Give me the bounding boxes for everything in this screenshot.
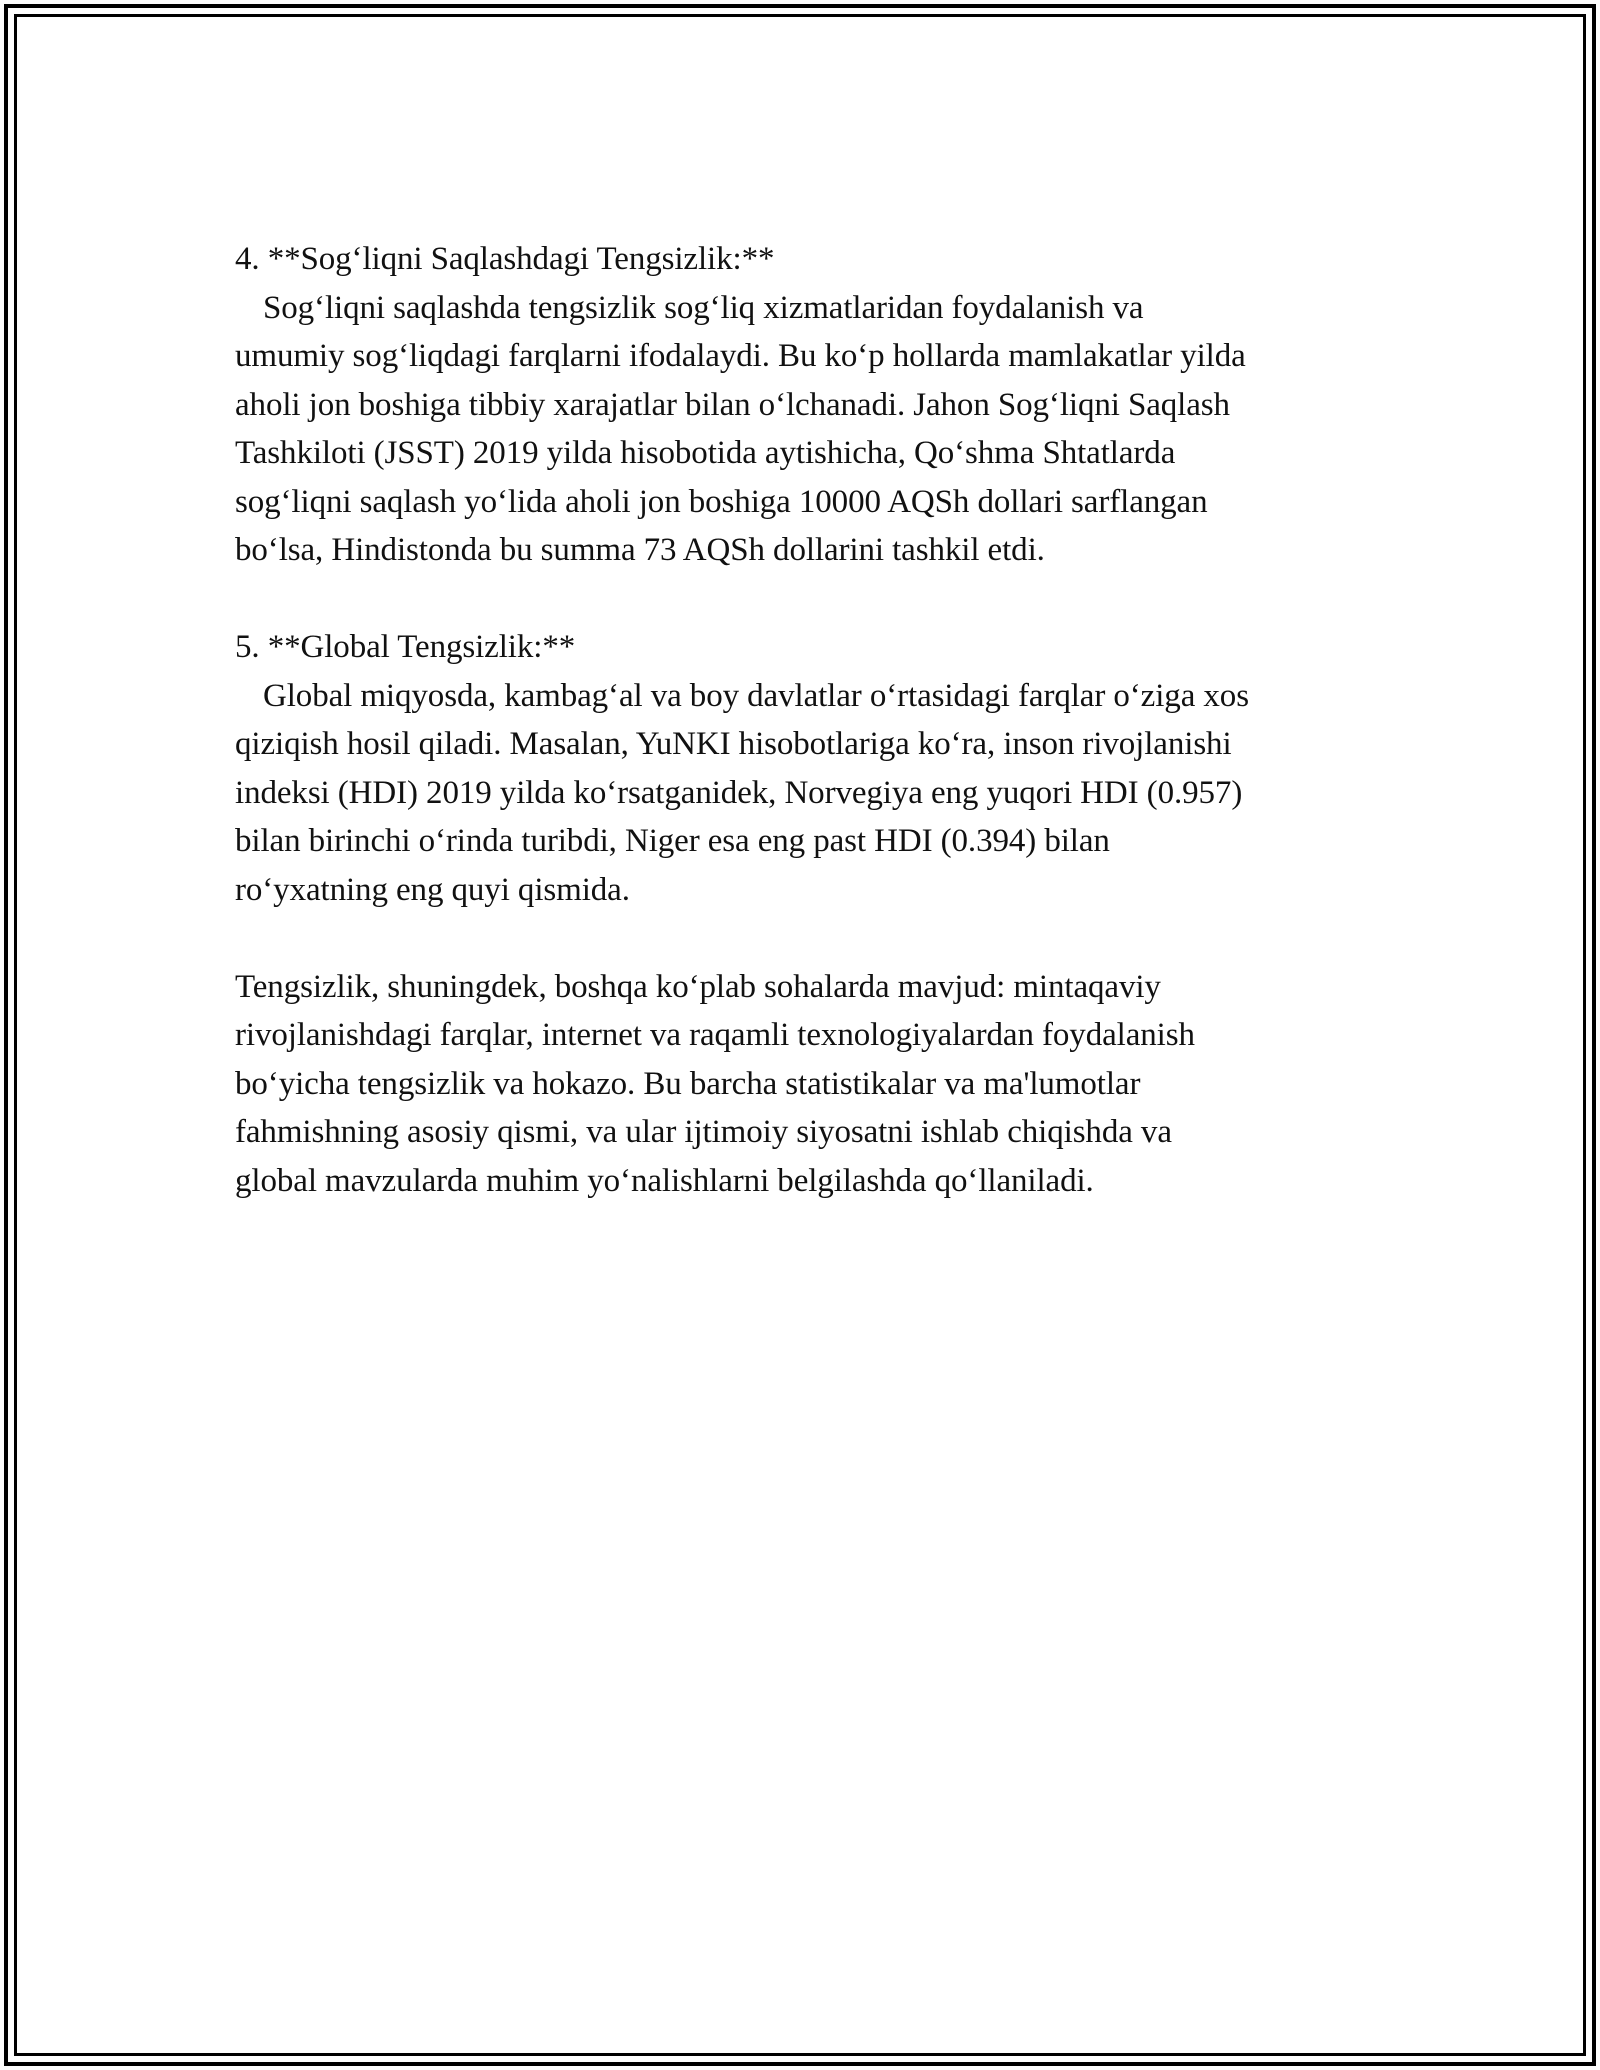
- paragraph-line: indeksi (HDI) 2019 yilda ko‘rsatganidek, Norvegiya eng yuqori HDI (0.957): [235, 774, 1243, 811]
- paragraph-line: global mavzularda muhim yo‘nalishlarni belgilashda qo‘llaniladi.: [235, 1162, 1094, 1199]
- paragraph-line: rivojlanishdagi farqlar, internet va raqamli texnologiyalardan foydalanish: [235, 1017, 1195, 1053]
- paragraph-line: Sog‘liqni saqlashda tengsizlik sog‘liq xizmatlaridan foydalanish va: [263, 289, 1144, 326]
- paragraph-line: bilan birinchi o‘rinda turibdi, Niger esa eng past HDI (0.394) bilan: [235, 823, 1110, 859]
- section-heading: 5. **Global Tengsizlik:**: [235, 629, 576, 665]
- paragraph-line: Tengsizlik, shuningdek, boshqa ko‘plab sohalarda mavjud: mintaqaviy: [235, 968, 1161, 1005]
- paragraph-gap: [235, 575, 1395, 624]
- paragraph-line: qiziqish hosil qiladi. Masalan, YuNKI hisobotlariga ko‘ra, inson rivojlanishi: [235, 726, 1232, 762]
- paragraph-line: bo‘yicha tengsizlik va hokazo. Bu barcha statistikalar va ma'lumotlar: [235, 1065, 1141, 1102]
- document-body: [235, 235, 1395, 1205]
- section-health-inequality: [235, 235, 1395, 575]
- paragraph-line: Global miqyosda, kambag‘al va boy davlatlar o‘rtasidagi farqlar o‘ziga xos: [263, 677, 1249, 714]
- paragraph-line: aholi jon boshiga tibbiy xarajatlar bilan o‘lchanadi. Jahon Sog‘liqni Saqlash: [235, 386, 1230, 423]
- conclusion-paragraph: [235, 963, 1395, 1206]
- paragraph-line: bo‘lsa, Hindistonda bu summa 73 AQSh dollarini tashkil etdi.: [235, 532, 1045, 568]
- section-heading: 4. **Sog‘liqni Saqlashdagi Tengsizlik:**: [235, 241, 775, 277]
- paragraph-line: sog‘liqni saqlash yo‘lida aholi jon boshiga 10000 AQSh dollari sarflangan: [235, 483, 1208, 520]
- paragraph-line: umumiy sog‘liqdagi farqlarni ifodalaydi. Bu ko‘p hollarda mamlakatlar yilda: [235, 338, 1246, 374]
- paragraph-line: ro‘yxatning eng quyi qismida.: [235, 871, 630, 908]
- paragraph-line: Tashkiloti (JSST) 2019 yilda hisobotida aytishicha, Qo‘shma Shtatlarda: [235, 435, 1176, 471]
- paragraph-line: fahmishning asosiy qismi, va ular ijtimoiy siyosatni ishlab chiqishda va: [235, 1114, 1172, 1150]
- paragraph-gap: [235, 914, 1395, 963]
- section-global-inequality: [235, 623, 1395, 914]
